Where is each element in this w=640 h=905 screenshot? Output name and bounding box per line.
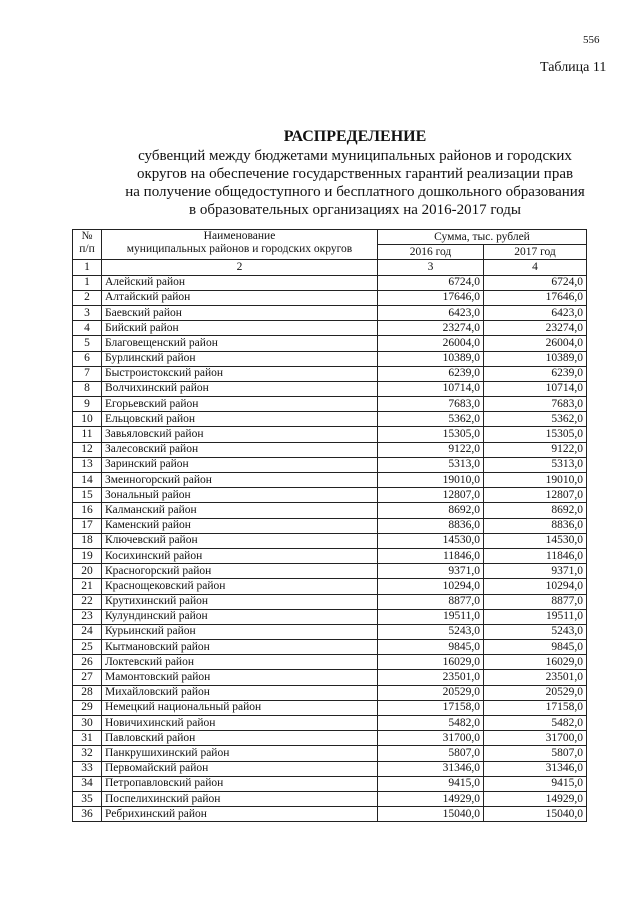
table-row bbox=[73, 518, 587, 533]
value-2017: 10714,0 bbox=[484, 381, 587, 396]
row-number: 36 bbox=[73, 807, 102, 822]
row-number: 20 bbox=[73, 564, 102, 579]
row-number: 32 bbox=[73, 746, 102, 761]
district-name: Краснощековский район bbox=[102, 579, 378, 594]
district-name: Калманский район bbox=[102, 503, 378, 518]
table-row bbox=[73, 351, 587, 366]
row-number: 31 bbox=[73, 731, 102, 746]
value-2016: 16029,0 bbox=[378, 655, 484, 670]
value-2016: 10714,0 bbox=[378, 381, 484, 396]
row-number: 22 bbox=[73, 594, 102, 609]
header-name-line2: муниципальных районов и городских округов bbox=[126, 243, 353, 255]
value-2017: 14530,0 bbox=[484, 533, 587, 548]
district-name: Мамонтовский район bbox=[102, 670, 378, 685]
value-2016: 12807,0 bbox=[378, 488, 484, 503]
district-name: Немецкий национальный район bbox=[102, 700, 378, 715]
district-name: Благовещенский район bbox=[102, 336, 378, 351]
value-2017: 10389,0 bbox=[484, 351, 587, 366]
district-name: Курьинский район bbox=[102, 624, 378, 639]
district-name: Кытмановский район bbox=[102, 640, 378, 655]
district-name: Змеиногорский район bbox=[102, 473, 378, 488]
table-row bbox=[73, 670, 587, 685]
value-2016: 10389,0 bbox=[378, 351, 484, 366]
title-block bbox=[60, 127, 640, 219]
value-2016: 8692,0 bbox=[378, 503, 484, 518]
row-number: 4 bbox=[73, 321, 102, 336]
value-2016: 31700,0 bbox=[378, 731, 484, 746]
value-2017: 5313,0 bbox=[484, 457, 587, 472]
value-2017: 6724,0 bbox=[484, 275, 587, 290]
value-2016: 17158,0 bbox=[378, 700, 484, 715]
value-2017: 9122,0 bbox=[484, 442, 587, 457]
table-row bbox=[73, 791, 587, 806]
district-name: Ключевский район bbox=[102, 533, 378, 548]
value-2017: 31346,0 bbox=[484, 761, 587, 776]
district-name: Поспелихинский район bbox=[102, 791, 378, 806]
header-2016: 2016 год bbox=[378, 245, 484, 260]
row-number: 33 bbox=[73, 761, 102, 776]
district-name: Панкрушихинский район bbox=[102, 746, 378, 761]
row-number: 9 bbox=[73, 397, 102, 412]
table-label: Таблица 11 bbox=[540, 60, 607, 75]
table-row bbox=[73, 533, 587, 548]
district-name: Завьяловский район bbox=[102, 427, 378, 442]
table-row bbox=[73, 397, 587, 412]
table-row bbox=[73, 366, 587, 381]
table-row bbox=[73, 488, 587, 503]
value-2016: 5482,0 bbox=[378, 716, 484, 731]
column-number: 1 bbox=[73, 260, 102, 275]
value-2017: 12807,0 bbox=[484, 488, 587, 503]
value-2017: 6423,0 bbox=[484, 305, 587, 320]
district-name: Михайловский район bbox=[102, 685, 378, 700]
table-row bbox=[73, 503, 587, 518]
row-number: 5 bbox=[73, 336, 102, 351]
value-2017: 5807,0 bbox=[484, 746, 587, 761]
row-number: 1 bbox=[73, 275, 102, 290]
value-2017: 19010,0 bbox=[484, 473, 587, 488]
value-2017: 15040,0 bbox=[484, 807, 587, 822]
row-number: 18 bbox=[73, 533, 102, 548]
district-name: Первомайский район bbox=[102, 761, 378, 776]
district-name: Ребрихинский район bbox=[102, 807, 378, 822]
district-name: Баевский район bbox=[102, 305, 378, 320]
table-body bbox=[73, 275, 587, 822]
value-2017: 23501,0 bbox=[484, 670, 587, 685]
subtitle-line: на получение общедоступного и бесплатного дошкольного образования bbox=[125, 184, 585, 200]
subtitle-line: в образовательных организациях на 2016-2017 годы bbox=[189, 202, 521, 218]
value-2016: 9122,0 bbox=[378, 442, 484, 457]
row-number: 35 bbox=[73, 791, 102, 806]
value-2017: 5362,0 bbox=[484, 412, 587, 427]
value-2017: 8877,0 bbox=[484, 594, 587, 609]
table-row bbox=[73, 427, 587, 442]
value-2016: 7683,0 bbox=[378, 397, 484, 412]
value-2017: 17158,0 bbox=[484, 700, 587, 715]
value-2016: 9845,0 bbox=[378, 640, 484, 655]
row-number: 27 bbox=[73, 670, 102, 685]
table-row bbox=[73, 746, 587, 761]
document-subtitle bbox=[60, 147, 640, 219]
row-number: 7 bbox=[73, 366, 102, 381]
row-number: 12 bbox=[73, 442, 102, 457]
distribution-table bbox=[72, 229, 587, 822]
district-name: Заринский район bbox=[102, 457, 378, 472]
value-2017: 11846,0 bbox=[484, 548, 587, 563]
value-2017: 9845,0 bbox=[484, 640, 587, 655]
value-2017: 9371,0 bbox=[484, 564, 587, 579]
value-2016: 15040,0 bbox=[378, 807, 484, 822]
row-number: 34 bbox=[73, 776, 102, 791]
district-name: Быстроистокский район bbox=[102, 366, 378, 381]
row-number: 6 bbox=[73, 351, 102, 366]
value-2016: 5243,0 bbox=[378, 624, 484, 639]
value-2017: 15305,0 bbox=[484, 427, 587, 442]
row-number: 3 bbox=[73, 305, 102, 320]
value-2016: 11846,0 bbox=[378, 548, 484, 563]
value-2017: 16029,0 bbox=[484, 655, 587, 670]
header-number-line2: п/п bbox=[79, 243, 95, 255]
value-2016: 14929,0 bbox=[378, 791, 484, 806]
value-2017: 14929,0 bbox=[484, 791, 587, 806]
document-title: РАСПРЕДЕЛЕНИЕ bbox=[283, 128, 427, 145]
row-number: 19 bbox=[73, 548, 102, 563]
value-2017: 31700,0 bbox=[484, 731, 587, 746]
row-number: 14 bbox=[73, 473, 102, 488]
row-number: 17 bbox=[73, 518, 102, 533]
row-number: 10 bbox=[73, 412, 102, 427]
district-name: Бийский район bbox=[102, 321, 378, 336]
value-2017: 8836,0 bbox=[484, 518, 587, 533]
table-row bbox=[73, 776, 587, 791]
value-2016: 26004,0 bbox=[378, 336, 484, 351]
value-2017: 7683,0 bbox=[484, 397, 587, 412]
header-sum: Сумма, тыс. рублей bbox=[378, 230, 587, 245]
row-number: 8 bbox=[73, 381, 102, 396]
value-2016: 6239,0 bbox=[378, 366, 484, 381]
table-row bbox=[73, 640, 587, 655]
value-2016: 5362,0 bbox=[378, 412, 484, 427]
value-2016: 19010,0 bbox=[378, 473, 484, 488]
district-name: Новичихинский район bbox=[102, 716, 378, 731]
value-2016: 10294,0 bbox=[378, 579, 484, 594]
district-name: Красногорский район bbox=[102, 564, 378, 579]
table-row bbox=[73, 700, 587, 715]
row-number: 16 bbox=[73, 503, 102, 518]
table-row bbox=[73, 685, 587, 700]
table-row bbox=[73, 731, 587, 746]
district-name: Зональный район bbox=[102, 488, 378, 503]
district-name: Егорьевский район bbox=[102, 397, 378, 412]
value-2016: 8877,0 bbox=[378, 594, 484, 609]
district-name: Алтайский район bbox=[102, 290, 378, 305]
value-2017: 19511,0 bbox=[484, 609, 587, 624]
table-row bbox=[73, 579, 587, 594]
district-name: Бурлинский район bbox=[102, 351, 378, 366]
value-2016: 6724,0 bbox=[378, 275, 484, 290]
row-number: 11 bbox=[73, 427, 102, 442]
district-name: Ельцовский район bbox=[102, 412, 378, 427]
value-2016: 20529,0 bbox=[378, 685, 484, 700]
district-name: Павловский район bbox=[102, 731, 378, 746]
district-name: Петропавловский район bbox=[102, 776, 378, 791]
row-number: 26 bbox=[73, 655, 102, 670]
table-row bbox=[73, 457, 587, 472]
value-2016: 5313,0 bbox=[378, 457, 484, 472]
column-number: 2 bbox=[102, 260, 378, 275]
table-row bbox=[73, 609, 587, 624]
value-2017: 8692,0 bbox=[484, 503, 587, 518]
value-2016: 9371,0 bbox=[378, 564, 484, 579]
row-number: 30 bbox=[73, 716, 102, 731]
value-2017: 20529,0 bbox=[484, 685, 587, 700]
value-2017: 23274,0 bbox=[484, 321, 587, 336]
district-name: Локтевский район bbox=[102, 655, 378, 670]
table-row bbox=[73, 655, 587, 670]
district-name: Алейский район bbox=[102, 275, 378, 290]
table-row bbox=[73, 381, 587, 396]
value-2016: 17646,0 bbox=[378, 290, 484, 305]
page-number: 556 bbox=[583, 34, 600, 46]
value-2016: 31346,0 bbox=[378, 761, 484, 776]
value-2017: 5482,0 bbox=[484, 716, 587, 731]
row-number: 15 bbox=[73, 488, 102, 503]
header-2017: 2017 год bbox=[484, 245, 587, 260]
value-2016: 23501,0 bbox=[378, 670, 484, 685]
value-2016: 6423,0 bbox=[378, 305, 484, 320]
value-2016: 23274,0 bbox=[378, 321, 484, 336]
value-2017: 26004,0 bbox=[484, 336, 587, 351]
table-header-row bbox=[73, 230, 587, 245]
district-name: Кулундинский район bbox=[102, 609, 378, 624]
row-number: 28 bbox=[73, 685, 102, 700]
value-2016: 5807,0 bbox=[378, 746, 484, 761]
column-number: 3 bbox=[378, 260, 484, 275]
table-row bbox=[73, 305, 587, 320]
header-name bbox=[102, 230, 378, 260]
district-name: Каменский район bbox=[102, 518, 378, 533]
column-number-row bbox=[73, 260, 587, 275]
table-row bbox=[73, 275, 587, 290]
header-name-line1: Наименование bbox=[203, 230, 276, 242]
table-row bbox=[73, 442, 587, 457]
district-name: Волчихинский район bbox=[102, 381, 378, 396]
district-name: Залесовский район bbox=[102, 442, 378, 457]
value-2016: 14530,0 bbox=[378, 533, 484, 548]
header-number-line1: № bbox=[81, 230, 93, 242]
table-row bbox=[73, 594, 587, 609]
table-row bbox=[73, 807, 587, 822]
row-number: 25 bbox=[73, 640, 102, 655]
table-row bbox=[73, 473, 587, 488]
table-row bbox=[73, 412, 587, 427]
table-row bbox=[73, 564, 587, 579]
row-number: 29 bbox=[73, 700, 102, 715]
value-2017: 5243,0 bbox=[484, 624, 587, 639]
table-row bbox=[73, 548, 587, 563]
district-name: Крутихинский район bbox=[102, 594, 378, 609]
column-number: 4 bbox=[484, 260, 587, 275]
value-2016: 9415,0 bbox=[378, 776, 484, 791]
row-number: 23 bbox=[73, 609, 102, 624]
value-2017: 10294,0 bbox=[484, 579, 587, 594]
table-row bbox=[73, 290, 587, 305]
table-row bbox=[73, 761, 587, 776]
value-2017: 17646,0 bbox=[484, 290, 587, 305]
subtitle-line: субвенций между бюджетами муниципальных районов и городских bbox=[138, 148, 572, 164]
value-2016: 19511,0 bbox=[378, 609, 484, 624]
row-number: 13 bbox=[73, 457, 102, 472]
row-number: 24 bbox=[73, 624, 102, 639]
table-row bbox=[73, 716, 587, 731]
value-2016: 15305,0 bbox=[378, 427, 484, 442]
row-number: 21 bbox=[73, 579, 102, 594]
table-row bbox=[73, 624, 587, 639]
header-number bbox=[73, 230, 102, 260]
value-2017: 6239,0 bbox=[484, 366, 587, 381]
table-row bbox=[73, 321, 587, 336]
subtitle-line: округов на обеспечение государственных гарантий реализации прав bbox=[136, 166, 574, 182]
district-name: Косихинский район bbox=[102, 548, 378, 563]
value-2017: 9415,0 bbox=[484, 776, 587, 791]
row-number: 2 bbox=[73, 290, 102, 305]
value-2016: 8836,0 bbox=[378, 518, 484, 533]
table-row bbox=[73, 336, 587, 351]
